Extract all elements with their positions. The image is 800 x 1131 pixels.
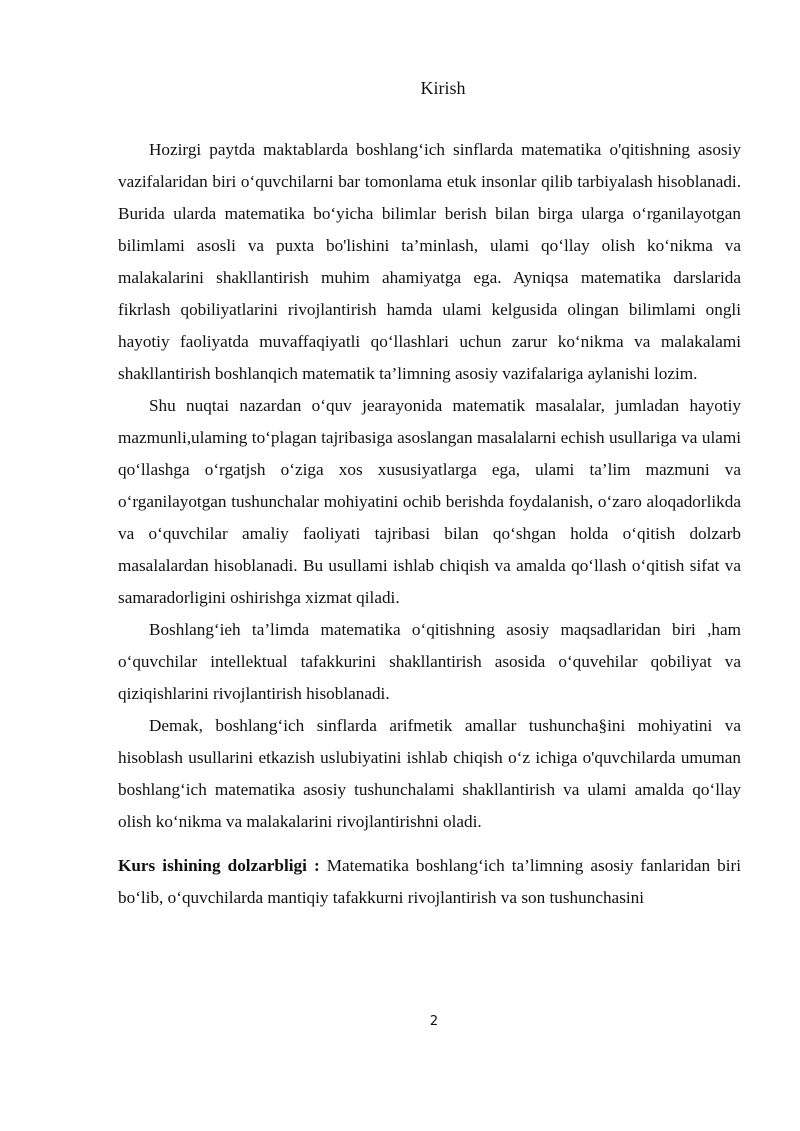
relevance-text: Matematika boshlang‘ich ta’limning asosiy fanlaridan biri bo‘lib, o‘quvchilarda mantiqiy tafakkurni rivojlantirish va son tushunchasini <box>118 856 742 907</box>
relevance-label: Kurs ishining dolzarbligi : <box>118 856 320 875</box>
relevance-paragraph <box>118 850 741 914</box>
paragraph-4: Demak, boshlang‘ich sinflarda arifmetik amallar tushuncha§ini mohiyatini va hisoblash usullarini etkazish uslubiyatini ishlab chiqish o‘z ichiga o'quvchilarda umuman boshlang‘ich matematika asosiy tushunchalami shakllantirish va ulami amalda qo‘llay olish ko‘nikma va malakalarini rivojlantirishni oladi. <box>118 716 741 831</box>
page-number: 2 <box>429 1014 439 1029</box>
paragraph-3: Boshlang‘ieh ta’limda matematika o‘qitishning asosiy maqsadlaridan biri ,ham o‘quvchilar intellektual tafakkurini shakllantirish asosida o‘quvehilar qobiliyat va qiziqishlarini rivojlantirish hisoblanadi. <box>118 620 741 703</box>
body-text <box>118 134 741 914</box>
page-title: Kirish <box>420 78 466 98</box>
paragraph-1: Hozirgi paytda maktablarda boshlang‘ich sinflarda matematika o'qitishning asosiy vazifalaridan biri o‘quvchilarni bar tomonlama etuk insonlar qilib tarbiyalash hisoblanadi. Burida ularda matematika bo‘yicha bilimlar berish bilan birga ularga o‘rganilayotgan bilimlami asosli va puxta bo'lishini ta’minlash, ulami qo‘llay olish ko‘nikma va malakalarini shakllantirish muhim ahamiyatga ega. Ayniqsa matematika darslarida fikrlash qobiliyatlarini rivojlantirish hamda ulami kelgusida olingan bilimlami ongli hayotiy faoliyatda muvaffaqiyatli qo‘llashlari uchun zarur ko‘nikma va malakalami shakllantirish boshlanqich matematik ta’limning asosiy vazifalariga aylanishi lozim. <box>118 140 741 383</box>
paragraph-2: Shu nuqtai nazardan o‘quv jearayonida matematik masalalar, jumladan hayotiy mazmunli,ulaming to‘plagan tajribasiga asoslangan masalalarni echish usullariga va ulami qo‘llashga o‘rgatjsh o‘ziga xos xususiyatlarga ega, ulami ta’lim mazmuni va o‘rganilayotgan tushunchalar mohiyatini ochib berishda foydalanish, o‘zaro aloqadorlikda va o‘quvchilar amaliy faoliyati tajribasi bilan qo‘shgan holda o‘qitish dolzarb masalalardan hisoblanadi. Bu usullami ishlab chiqish va amalda qo‘llash o‘qitish sifat va samaradorligini oshirishga xizmat qiladi. <box>118 396 741 607</box>
